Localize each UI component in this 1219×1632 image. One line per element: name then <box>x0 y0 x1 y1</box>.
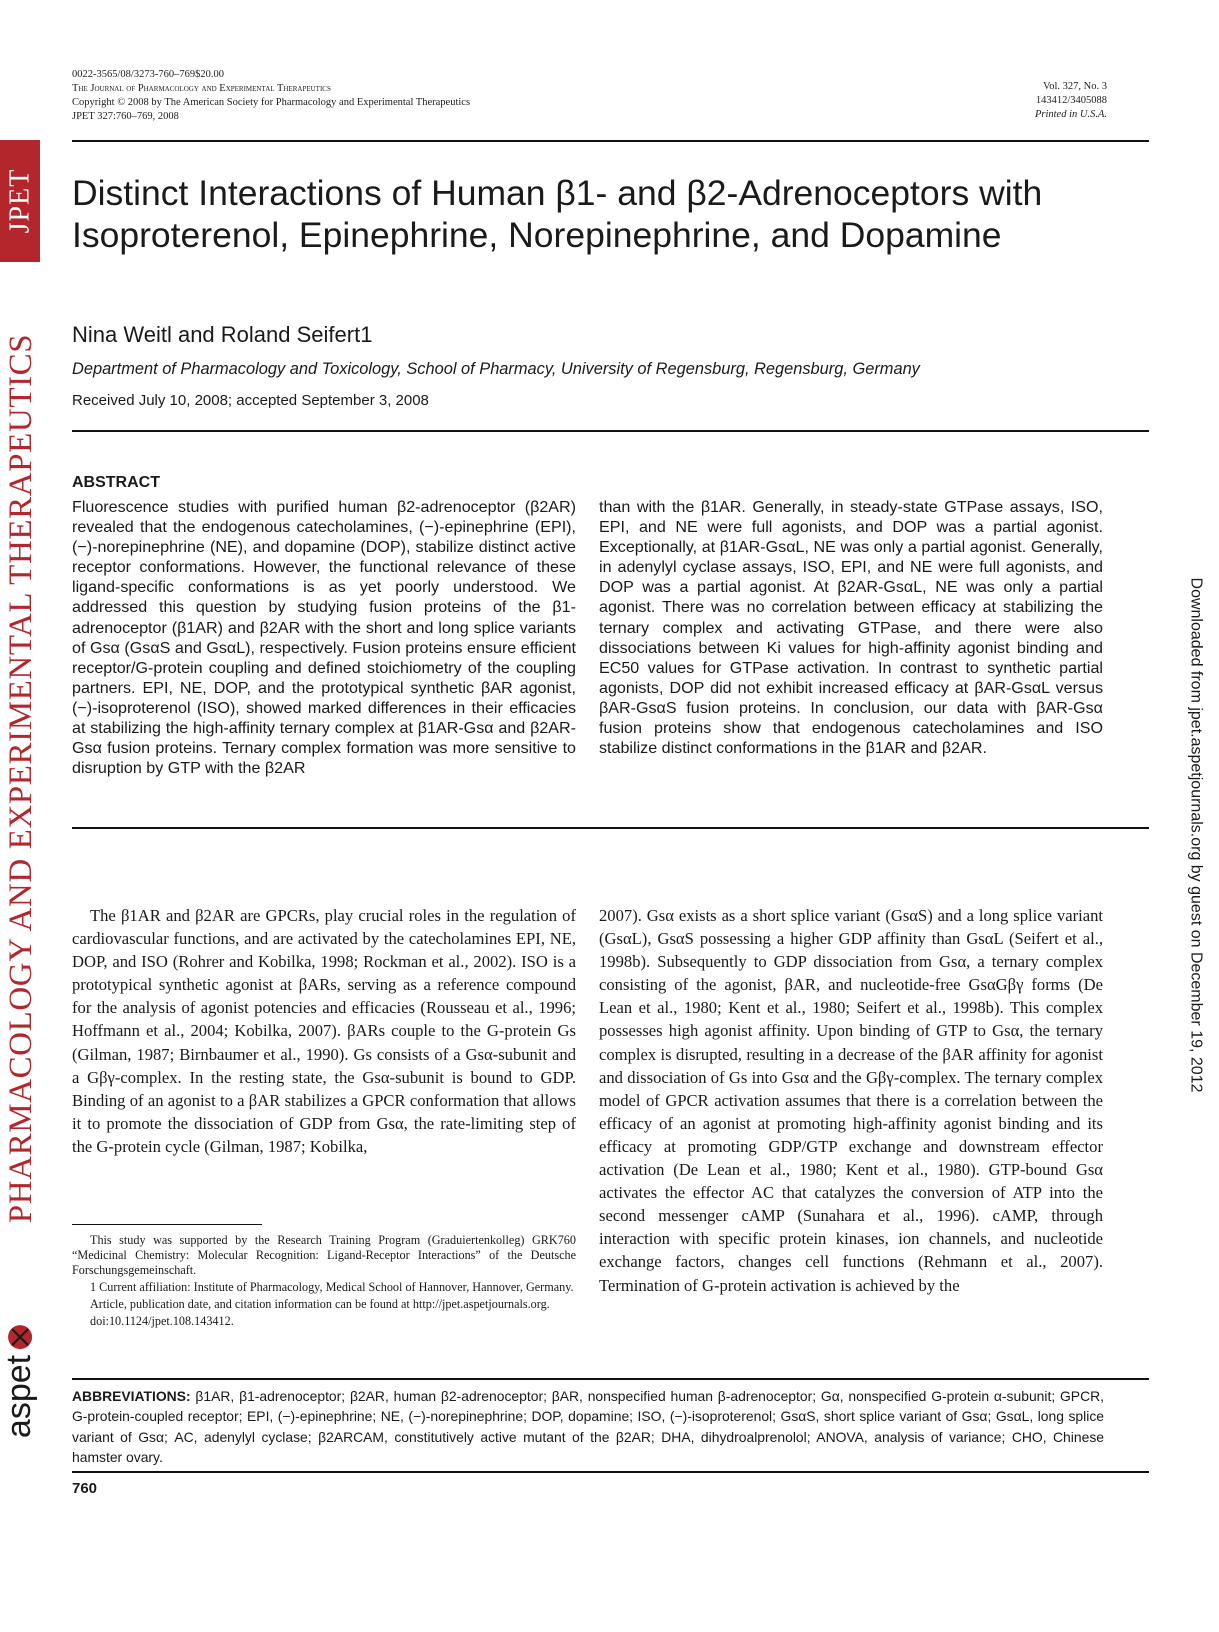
body-column-right: 2007). Gsα exists as a short splice variant (GsαS) and a long splice variant (GsαL), GsαS possessing a higher GDP affinity than GsαL (Seifert et al., 1998b). Subsequently to GDP dissociation from Gsα, a ternary complex consisting of the agonist, βAR, and nucleotide-free GsαGβγ forms (De Lean et al., 1980; Kent et al., 1980; Seifert et al., 1998b). This complex possesses high agonist affinity. Upon binding of GTP to Gsα, the ternary complex is disrupted, resulting in a decrease of the βAR affinity for agonist and dissociation of Gs into Gsα and the Gβγ-complex. The ternary complex model of GPCR activation assumes that there is a correlation between the efficacy of an agonist at promoting high-affinity agonist binding and its efficacy at promoting GDP/GTP exchange and downstream effector activation (De Lean et al., 1980; Kent et al., 1980). GTP-bound Gsα activates the effector AC that catalyzes the conversion of ATP into the second messenger cAMP (Sunahara et al., 1996). cAMP, through interaction with specific protein kinases, ion channels, and nucleotide exchange factors, changes cell functions (Rehmann et al., 2007). Termination of G-protein activation is achieved by the <box>599 906 1103 1295</box>
abstract-heading: ABSTRACT <box>72 474 160 491</box>
abbreviations <box>72 1386 1104 1468</box>
footnote-rule <box>72 1224 262 1225</box>
header-volume: Vol. 327, No. 3 <box>1043 81 1107 92</box>
header-copyright: Copyright © 2008 by The American Society for Pharmacology and Experimental Therapeutics <box>72 97 471 108</box>
footer-rule <box>72 1471 1149 1473</box>
aspet-logo <box>0 1306 40 1454</box>
header-rule <box>72 140 1149 142</box>
footnote-article-info[interactable]: Article, publication date, and citation information can be found at http://jpet.aspetjournals.org. <box>90 1297 550 1311</box>
side-journal-text: PHARMACOLOGY AND EXPERIMENTAL THERAPEUTICS <box>3 333 40 1223</box>
article-received: Received July 10, 2008; accepted September 3, 2008 <box>72 392 429 409</box>
footnote-doi[interactable]: doi:10.1124/jpet.108.143412. <box>90 1314 234 1328</box>
footnote-affiliation: 1 Current affiliation: Institute of Pharmacology, Medical School of Hannover, Hannover, Germany. <box>90 1280 574 1294</box>
download-notice-text: Downloaded from jpet.aspetjournals.org by guest on December 19, 2012 <box>1187 577 1205 1093</box>
article-title: Distinct Interactions of Human β1- and β2-Adrenoceptors with Isoproterenol, Epinephrine, Norepinephrine, and Dopamine <box>72 173 1043 255</box>
header-journal-name: The Journal of Pharmacology and Experimental Therapeutics <box>72 83 331 94</box>
page-number: 760 <box>72 1480 98 1497</box>
side-journal-title <box>4 258 40 1298</box>
header-issn: 0022-3565/08/3273-760–769$20.00 <box>72 69 224 80</box>
header-citation: JPET 327:760–769, 2008 <box>72 111 179 122</box>
footnotes <box>72 1233 576 1331</box>
article-affiliation: Department of Pharmacology and Toxicology, School of Pharmacy, University of Regensburg, Regensburg, Germany <box>72 360 920 378</box>
abstract-column-left: Fluorescence studies with purified human β2-adrenoceptor (β2AR) revealed that the endogenous catecholamines, (−)-epinephrine (EPI), (−)-norepinephrine (NE), and dopamine (DOP), stabilize distinct active receptor conformations. However, the functional relevance of these ligand-specific conformations is as yet poorly understood. We addressed this question by studying fusion proteins of the β1-adrenoceptor (β1AR) and β2AR with the short and long splice variants of Gsα (GsαS and GsαL), respectively. Fusion proteins ensure efficient receptor/G-protein coupling and defined stoichiometry of the coupling partners. EPI, NE, DOP, and the prototypical synthetic βAR agonist, (−)-isoproterenol (ISO), showed marked differences in their efficacies at stabilizing the high-affinity ternary complex at β1AR-Gsα and β2AR-Gsα fusion proteins. Ternary complex formation was more sensitive to disruption by GTP with the β2AR <box>72 498 576 778</box>
footnote-support: This study was supported by the Research Training Program (Graduiertenkolleg) GRK760 “Medicinal Chemistry: Molecular Recognition: Ligand-Receptor Interactions” of the Deutsche Forschungsgemeinschaft. <box>72 1233 576 1277</box>
body-column-left: The β1AR and β2AR are GPCRs, play crucial roles in the regulation of cardiovascular functions, and are activated by the catecholamines EPI, NE, DOP, and ISO (Rohrer and Kobilka, 1998; Rockman et al., 2002). ISO is a prototypical synthetic agonist at βARs, serving as a reference compound for the analysis of agonist potencies and efficacies (Rousseau et al., 1996; Hoffmann et al., 2004; Kobilka, 2007). βARs couple to the G-protein Gs (Gilman, 1987; Birnbaumer et al., 1990). Gs consists of a Gsα-subunit and a Gβγ-complex. In the resting state, the Gsα-subunit is bound to GDP. Binding of an agonist to a βAR stabilizes a GPCR conformation that allows it to promote the dissociation of GDP from Gsα, the rate-limiting step of the G-protein cycle (Gilman, 1987; Kobilka, <box>72 906 576 1156</box>
jpet-badge <box>0 140 40 262</box>
abstract-column-right: than with the β1AR. Generally, in steady-state GTPase assays, ISO, EPI, and NE were full agonists, and DOP was a partial agonist. Exceptionally, at β1AR-GsαL, NE was only a partial agonist. Generally, in adenylyl cyclase assays, ISO, EPI, and NE were full agonists, and DOP was a partial agonist. At β2AR-GsαL, NE was only a partial agonist. There was no correlation between efficacy at stabilizing the ternary complex and activating GTPase, and there were also dissociations between Ki values for high-affinity agonist binding and EC50 values for GTPase activation. In contrast to synthetic partial agonists, DOP did not exhibit increased efficacy at βAR-GsαL versus βAR-GsαS fusion proteins. In conclusion, our data with βAR-Gsα fusion proteins show that endogenous catecholamines and ISO stabilize distinct conformations in the β1AR and β2AR. <box>599 498 1103 758</box>
abstract-rule <box>72 827 1149 829</box>
abbreviations-text: β1AR, β1-adrenoceptor; β2AR, human β2-adrenoceptor; βAR, nonspecified human β-adrenoceptor; Gα, nonspecified G-protein α-subunit; GPCR, G-protein-coupled receptor; EPI, (−)-epinephrine; NE, (−)-norepinephrine; DOP, dopamine; ISO, (−)-isoproterenol; GsαS, short splice variant of Gsα; GsαL, long splice variant of Gsα; AC, adenylyl cyclase; β2ARCAM, constitutively active mutant of the β2AR; DHA, dihydroalprenolol; ANOVA, analysis of variance; CHO, Chinese hamster ovary. <box>72 1388 1104 1466</box>
journal-header-right <box>1035 80 1107 122</box>
header-article-id: 143412/3405088 <box>1035 95 1107 106</box>
header-printed: Printed in U.S.A. <box>1034 109 1107 120</box>
aspet-wordmark: aspet <box>0 1354 39 1438</box>
abbreviations-label: ABBREVIATIONS: <box>72 1388 191 1404</box>
jpet-label: JPET <box>4 168 35 234</box>
article-authors: Nina Weitl and Roland Seifert1 <box>72 322 373 347</box>
title-rule <box>72 430 1149 432</box>
abbreviations-top-rule <box>72 1378 1149 1380</box>
journal-header <box>72 68 470 124</box>
aspet-emblem-icon <box>6 1322 34 1350</box>
download-notice <box>1180 545 1210 1125</box>
